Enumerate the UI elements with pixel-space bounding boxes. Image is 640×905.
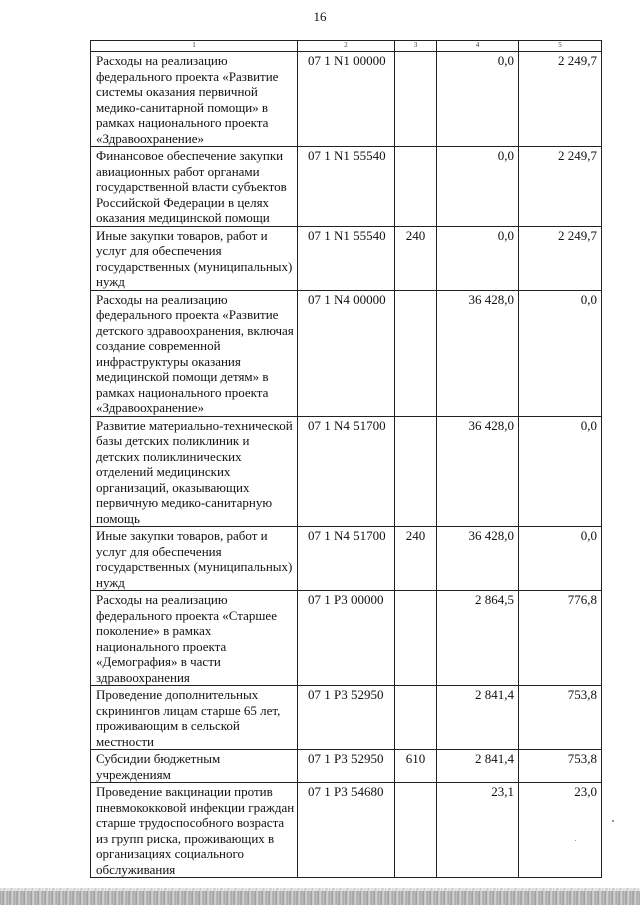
- row-name-cell: Иные закупки товаров, работ и услуг для обеспечения государственных (муниципальных) нужд: [91, 527, 298, 591]
- column-header-2: 2: [298, 41, 395, 52]
- column-header-4: 4: [437, 41, 519, 52]
- row-name-cell: Расходы на реализацию федерального проекта «Развитие детского здравоохранения, включая создание современной инфраструктуры оказания медицинской помощи детям» в рамках национального проекта «Здравоохранение»: [91, 290, 298, 416]
- row-expense-type-cell: 610: [395, 750, 437, 783]
- row-expense-type-cell: [395, 416, 437, 527]
- row-amount-col5-cell: 2 249,7: [519, 147, 602, 227]
- row-amount-col5-cell: 753,8: [519, 750, 602, 783]
- column-header-1: 1: [91, 41, 298, 52]
- row-expense-type-cell: 240: [395, 527, 437, 591]
- table-row: [91, 52, 602, 147]
- row-amount-col4-cell: 36 428,0: [437, 416, 519, 527]
- table-row: [91, 527, 602, 591]
- row-code-cell: 07 1 P3 52950: [298, 686, 395, 750]
- row-amount-col5-cell: 0,0: [519, 290, 602, 416]
- scan-artifact-edge: [0, 891, 640, 905]
- row-code-cell: 07 1 N4 51700: [298, 527, 395, 591]
- row-amount-col4-cell: 2 841,4: [437, 750, 519, 783]
- row-code-cell: 07 1 P3 52950: [298, 750, 395, 783]
- row-amount-col4-cell: 0,0: [437, 52, 519, 147]
- row-name-cell: Иные закупки товаров, работ и услуг для обеспечения государственных (муниципальных) нужд: [91, 226, 298, 290]
- row-amount-col5-cell: 0,0: [519, 416, 602, 527]
- row-name-cell: Расходы на реализацию федерального проекта «Развитие системы оказания первичной медико-санитарной помощи» в рамках национального проекта «Здравоохранение»: [91, 52, 298, 147]
- row-expense-type-cell: [395, 686, 437, 750]
- row-name-cell: Развитие материально-технической базы детских поликлиник и детских поликлинических отделений медицинских организаций, оказывающих первичную медико-санитарную помощь: [91, 416, 298, 527]
- row-amount-col5-cell: 776,8: [519, 591, 602, 686]
- row-code-cell: 07 1 N1 00000: [298, 52, 395, 147]
- row-amount-col4-cell: 36 428,0: [437, 290, 519, 416]
- column-header-5: 5: [519, 41, 602, 52]
- row-amount-col5-cell: 23,0: [519, 783, 602, 878]
- column-header-3: 3: [395, 41, 437, 52]
- row-amount-col5-cell: 753,8: [519, 686, 602, 750]
- row-code-cell: 07 1 N1 55540: [298, 147, 395, 227]
- table-row: [91, 783, 602, 878]
- row-expense-type-cell: [395, 783, 437, 878]
- row-name-cell: Расходы на реализацию федерального проекта «Старшее поколение» в рамках национального проекта «Демография» в части здравоохранения: [91, 591, 298, 686]
- row-name-cell: Субсидии бюджетным учреждениям: [91, 750, 298, 783]
- row-amount-col4-cell: 23,1: [437, 783, 519, 878]
- table-row: [91, 147, 602, 227]
- row-code-cell: 07 1 P3 54680: [298, 783, 395, 878]
- table-row: [91, 290, 602, 416]
- row-expense-type-cell: [395, 591, 437, 686]
- scan-speck: [575, 840, 576, 841]
- table-row: [91, 591, 602, 686]
- row-code-cell: 07 1 P3 00000: [298, 591, 395, 686]
- table-row: [91, 226, 602, 290]
- row-code-cell: 07 1 N4 00000: [298, 290, 395, 416]
- row-code-cell: 07 1 N1 55540: [298, 226, 395, 290]
- page-number: 16: [313, 9, 327, 24]
- row-expense-type-cell: [395, 147, 437, 227]
- row-amount-col4-cell: 36 428,0: [437, 527, 519, 591]
- row-expense-type-cell: [395, 290, 437, 416]
- row-expense-type-cell: [395, 52, 437, 147]
- row-amount-col4-cell: 2 841,4: [437, 686, 519, 750]
- row-expense-type-cell: 240: [395, 226, 437, 290]
- row-name-cell: Проведение дополнительных скринингов лицам старше 65 лет, проживающим в сельской местности: [91, 686, 298, 750]
- row-amount-col5-cell: 2 249,7: [519, 52, 602, 147]
- row-amount-col4-cell: 0,0: [437, 147, 519, 227]
- table-header-row: [91, 41, 602, 52]
- table-row: [91, 416, 602, 527]
- row-amount-col5-cell: 0,0: [519, 527, 602, 591]
- row-amount-col4-cell: 2 864,5: [437, 591, 519, 686]
- table-row: [91, 686, 602, 750]
- row-name-cell: Финансовое обеспечение закупки авиационных работ органами государственной власти субъектов Российской Федерации в целях оказания медицинской помощи: [91, 147, 298, 227]
- row-amount-col4-cell: 0,0: [437, 226, 519, 290]
- row-name-cell: Проведение вакцинации против пневмококковой инфекции граждан старше трудоспособного возраста из групп риска, проживающих в организациях социального обслуживания: [91, 783, 298, 878]
- row-code-cell: 07 1 N4 51700: [298, 416, 395, 527]
- table-row: [91, 750, 602, 783]
- row-amount-col5-cell: 2 249,7: [519, 226, 602, 290]
- scan-speck: [612, 820, 614, 822]
- budget-table: [90, 40, 602, 878]
